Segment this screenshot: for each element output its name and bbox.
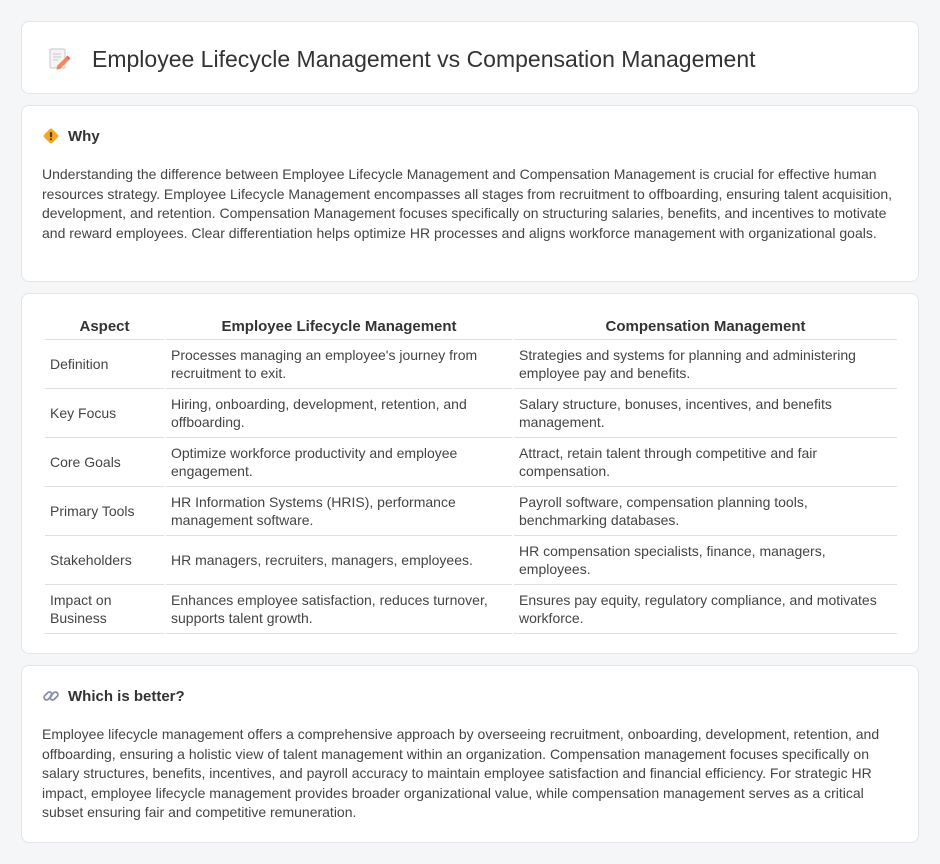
table-row xyxy=(45,585,897,634)
table-row xyxy=(45,389,897,438)
comparison-card xyxy=(21,293,919,654)
row-aspect: Core Goals xyxy=(45,438,164,487)
row-lifecycle: Optimize workforce productivity and employee engagement. xyxy=(166,438,512,487)
row-aspect: Definition xyxy=(45,340,164,389)
row-compensation: Salary structure, bonuses, incentives, and benefits management. xyxy=(514,389,897,438)
row-aspect: Primary Tools xyxy=(45,487,164,536)
which-is-better-text: Employee lifecycle management offers a comprehensive approach by overseeing recruitment, onboarding, development, retention, and offboarding, ensuring a holistic view of talent management within an organization. Compensation management focuses specifically on salary structures, benefits, incentives, and payroll accuracy to maintain employee satisfaction and financial efficiency. For strategic HR impact, employee lifecycle management provides broader organizational value, while compensation management serves as a critical subset ensuring fair and competitive remuneration. xyxy=(42,726,880,820)
table-row xyxy=(45,340,897,389)
table-row xyxy=(45,487,897,536)
row-compensation: Ensures pay equity, regulatory compliance, and motivates workforce. xyxy=(514,585,897,634)
row-lifecycle: Processes managing an employee's journey from recruitment to exit. xyxy=(166,340,512,389)
row-compensation: Payroll software, compensation planning tools, benchmarking databases. xyxy=(514,487,897,536)
why-text: Understanding the difference between Employee Lifecycle Management and Compensation Management is crucial for effective human resources strategy. Employee Lifecycle Management encompasses all stages from recruitment to offboarding, ensuring talent acquisition, development, and retention. Compensation Management focuses specifically on structuring salaries, benefits, and incentives to motivate and reward employees. Clear differentiation helps optimize HR processes and aligns workforce management with organizational goals. xyxy=(42,166,893,241)
why-heading: Why xyxy=(68,127,100,145)
page-title: Employee Lifecycle Management vs Compensation Management xyxy=(92,46,756,72)
row-aspect: Impact on Business xyxy=(45,585,164,634)
link-icon xyxy=(42,687,60,705)
row-compensation: Attract, retain talent through competitive and fair compensation. xyxy=(514,438,897,487)
diamond-warning-icon xyxy=(42,127,60,145)
row-compensation: Strategies and systems for planning and administering employee pay and benefits. xyxy=(514,340,897,389)
row-lifecycle: HR managers, recruiters, managers, employees. xyxy=(166,536,512,585)
why-section xyxy=(21,105,919,282)
table-row xyxy=(45,536,897,585)
header-compensation: Compensation Management xyxy=(514,314,897,340)
title-card xyxy=(21,21,919,94)
row-compensation: HR compensation specialists, finance, managers, employees. xyxy=(514,536,897,585)
row-aspect: Key Focus xyxy=(45,389,164,438)
row-lifecycle: Hiring, onboarding, development, retention, and offboarding. xyxy=(166,389,512,438)
header-aspect: Aspect xyxy=(45,314,164,340)
row-lifecycle: HR Information Systems (HRIS), performance management software. xyxy=(166,487,512,536)
table-row xyxy=(45,438,897,487)
header-lifecycle: Employee Lifecycle Management xyxy=(166,314,512,340)
which-is-better-heading: Which is better? xyxy=(68,687,185,705)
document-pencil-icon xyxy=(46,46,72,72)
row-lifecycle: Enhances employee satisfaction, reduces turnover, supports talent growth. xyxy=(166,585,512,634)
which-is-better-section xyxy=(21,665,919,843)
row-aspect: Stakeholders xyxy=(45,536,164,585)
table-header-row xyxy=(45,314,897,340)
comparison-table xyxy=(43,314,899,634)
